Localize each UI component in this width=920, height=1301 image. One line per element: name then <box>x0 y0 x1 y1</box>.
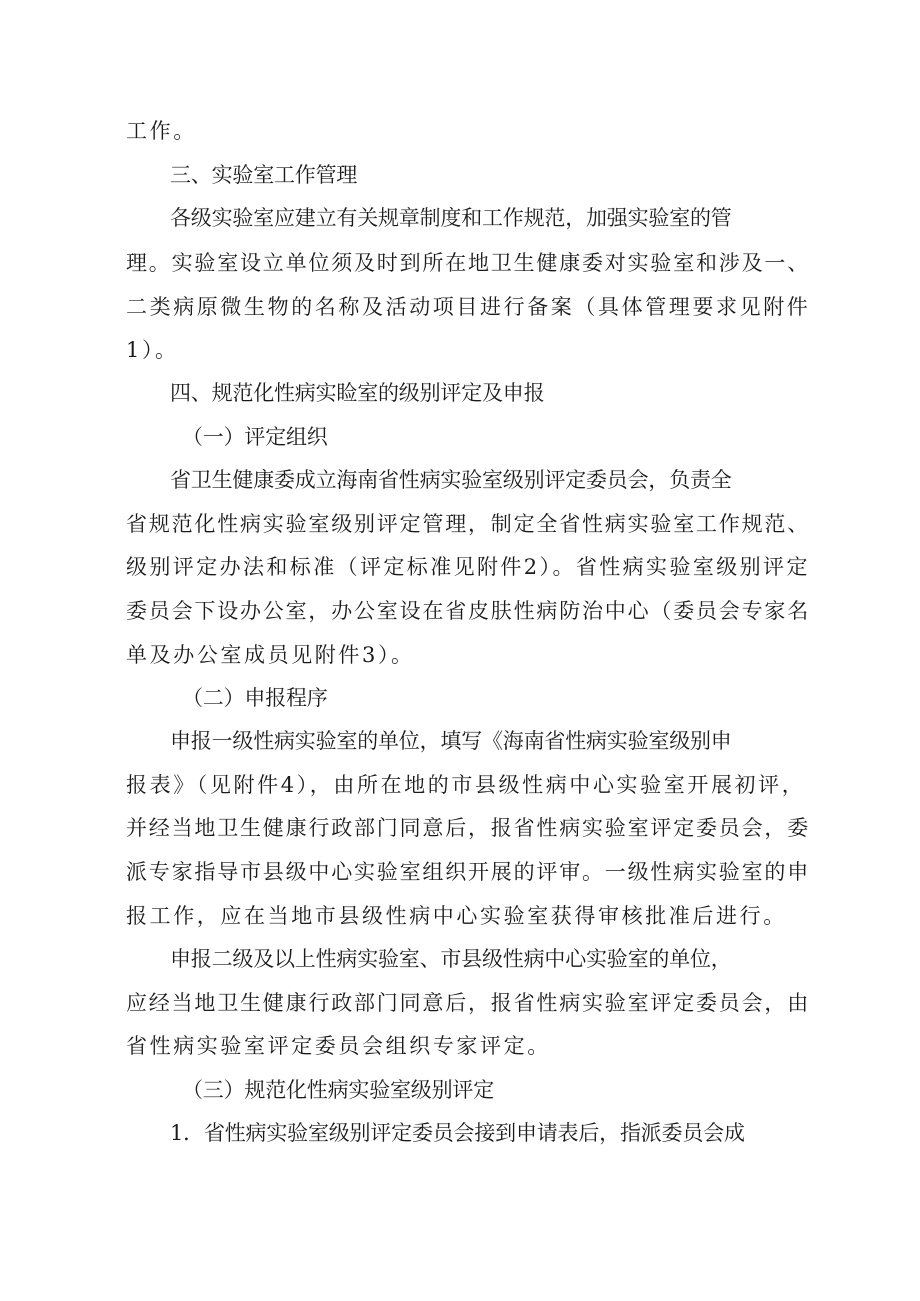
paragraph-line: 派专家指导市县级中心实验室组织开展的评审。一级性病实验室的申 <box>126 860 810 884</box>
paragraph-line: 省规范化性病实验室级别评定管理，制定全省性病实验室工作规范、 <box>126 512 810 536</box>
paragraph-line: 二类病原微生物的名称及活动项目进行备案（具体管理要求见附件 <box>126 295 811 319</box>
paragraph-line: 报表》（见附件4），由所在地的市县级性病中心实验室开展初评， <box>126 773 806 797</box>
paragraph-line: 理。实验室设立单位须及时到所在地卫生健康委对实验室和涉及一、 <box>126 251 810 275</box>
paragraph-line: 单及办公室成员见附件3）。 <box>126 643 415 667</box>
paragraph-line: 并经当地卫生健康行政部门同意后，报省性病实验室评定委员会，委 <box>126 816 810 840</box>
paragraph-line: 省卫生健康委成立海南省性病实验室级别评定委员会，负责全 <box>170 468 732 492</box>
paragraph-line: 省性病实验室评定委员会组织专家评定。 <box>126 1034 551 1058</box>
paragraph-line: 委员会下设办公室，办公室设在省皮肤性病防治中心（委员会专家名 <box>126 599 810 623</box>
paragraph-line: 应经当地卫生健康行政部门同意后，报省性病实验室评定委员会，由 <box>126 991 810 1015</box>
subsection-heading-2: （二）申报程序 <box>182 686 328 710</box>
paragraph-line: 工作。 <box>126 119 197 143</box>
paragraph-line: 申报二级及以上性病实验室、市县级性病中心实验室的单位， <box>170 947 732 971</box>
section-heading-4: 四、规范化性病实睑室的级别评定及申报 <box>170 381 545 405</box>
subsection-heading-1: （一）评定组织 <box>182 425 328 449</box>
section-heading-3: 三、实验室工作管理 <box>170 163 358 187</box>
paragraph-line: 1．省性病实验室级别评定委员会接到申请表后，指派委员会成 <box>170 1121 745 1145</box>
paragraph-line: 1）。 <box>126 338 179 362</box>
paragraph-line: 各级实验室应建立有关规章制度和工作规范，加强实验室的管 <box>170 206 732 230</box>
paragraph-line: 报工作，应在当地市县级性病中心实验室获得审核批准后进行。 <box>126 904 787 928</box>
paragraph-line: 级别评定办法和标准（评定标准见附件2）。省性病实验室级别评定 <box>126 555 810 579</box>
subsection-heading-3: （三）规范化性病实验室级别评定 <box>182 1078 494 1102</box>
paragraph-line: 申报一级性病实验室的单位，填写《海南省性病实验室级别申 <box>170 729 732 753</box>
